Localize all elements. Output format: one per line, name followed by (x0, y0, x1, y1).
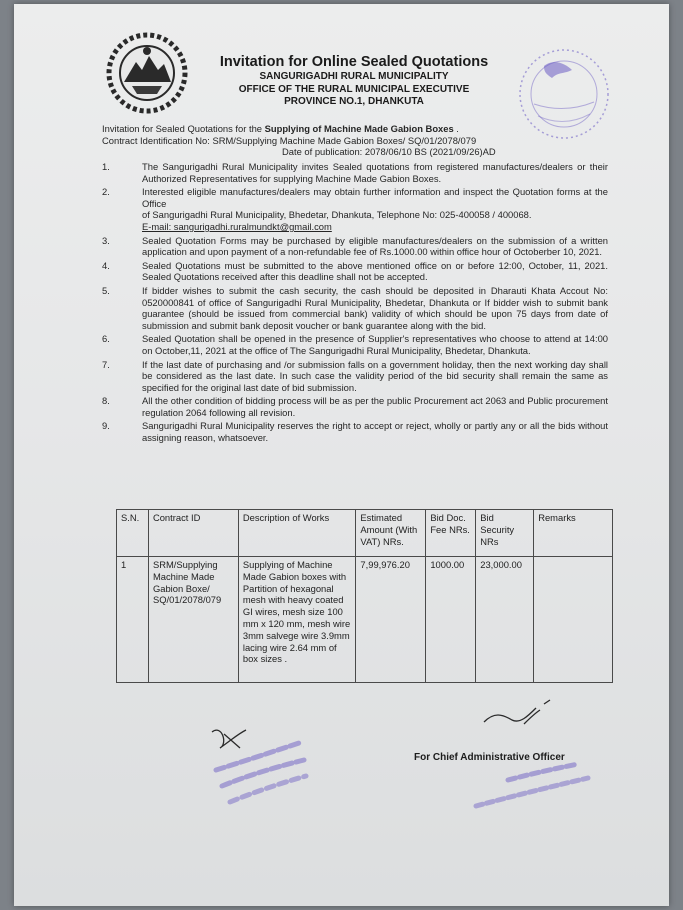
table-header-row (117, 510, 613, 557)
bid-table (116, 509, 613, 683)
header-bid-doc-fee: Bid Doc. Fee NRs. (426, 510, 476, 557)
publication-date: Date of publication: 2078/06/10 BS (2021/09/26)AD (282, 146, 496, 158)
list-item (98, 186, 608, 232)
letterhead (204, 54, 504, 109)
cell-sn: 1 (117, 557, 149, 683)
item-number: 1. (102, 161, 110, 172)
item-text: The Sangurigadhi Rural Municipality invites Sealed quotations from registered manufactures/dealers or their Authorized Representatives for supplying Machine Made Gabion Boxes. (142, 161, 608, 184)
item-text: Sealed Quotation shall be opened in the presence of Supplier's representatives who choose to attend at 14:00 on October,11, 2021 at the office of The Sangurigadhi Rural Municipality, Bhedetar, Dhankuta. (142, 333, 608, 356)
header-sn: S.N. (117, 510, 149, 557)
item-text: Sealed Quotation Forms may be purchased by eligible manufactures/dealers on the submission of a written application and upon payment of a non-refundable fee of Rs.1000.00 within office hour of Octoberber 10, 2021. (142, 234, 608, 258)
header-remarks: Remarks (534, 510, 613, 557)
header-estimated-amount: Estimated Amount (With VAT) NRs. (356, 510, 426, 557)
header-contract-id: Contract ID (148, 510, 238, 557)
email-link[interactable]: E-mail: sangurigadhi.ruralmundkt@gmail.com (142, 220, 332, 232)
item-number: 7. (102, 358, 110, 370)
invitation-line (102, 123, 602, 135)
item-text: Sealed Quotations must be submitted to the above mentioned office on or before 12:00, October, 11, 2021. Sealed Quotations received after this deadline shall not be accepted. (142, 259, 608, 283)
intro-block (102, 123, 602, 158)
list-item (98, 260, 608, 283)
list-item (98, 420, 608, 443)
item-text: If bidder wishes to submit the cash security, the cash should be deposited in Dharauti Khata Accout No: 0520000841 of office of Sangurigadhi Rural Municipality, Bhedetar, Dhankuta or If bidder wish to submit bank guarantee (should be issued from commercial bank) validity of which should be upon 75 days from date of submission and submit bank deposit voucher or bank guarantee along with the bid. (142, 284, 608, 331)
item-number: 4. (102, 259, 110, 271)
document-title: Invitation for Online Sealed Quotations (219, 54, 489, 70)
list-item (98, 333, 608, 356)
office-name: OFFICE OF THE RURAL MUNICIPAL EXECUTIVE (238, 83, 470, 95)
engineer-signature-stamp-icon (194, 714, 354, 814)
item-number: 3. (102, 234, 110, 246)
invitation-suffix: . (453, 123, 459, 134)
item-number: 6. (102, 333, 110, 345)
item-number: 5. (102, 284, 110, 296)
document-page (14, 4, 669, 906)
header-bid-security: Bid Security NRs (476, 510, 534, 557)
cell-bid-doc-fee: 1000.00 (426, 557, 476, 683)
cell-bid-security: 23,000.00 (476, 557, 534, 683)
municipality-name: SANGURIGADHI RURAL MUNICIPALITY (259, 71, 449, 82)
item-text: If the last date of purchasing and /or submission falls on a government holiday, then the next working day shall be considered as the last date. In such case the validity period of the bid security shall remain the same as specified for the original last date of bid submission. (142, 358, 608, 393)
item-text: Sangurigadhi Rural Municipality reserves the right to accept or reject, wholly or partly any or all the bids without assigning reason, whatsoever. (142, 420, 608, 444)
list-item (98, 161, 608, 184)
list-item (98, 285, 608, 331)
list-item (98, 235, 608, 258)
list-item (98, 395, 608, 418)
invitation-prefix: Invitation for Sealed Quotations for the (102, 123, 265, 134)
cell-description: Supplying of Machine Made Gabion boxes with Partition of hexagonal mesh with heavy coated GI wires, mesh size 100 mm x 120 mm, mesh wire 3mm salvege wire 3.9mm lacing wire 2.64 mm of box sizes . (238, 557, 356, 683)
item-number: 2. (102, 186, 110, 198)
officer-signature-icon (454, 694, 594, 744)
list-item (98, 359, 608, 394)
cell-estimated-amount: 7,99,976.20 (356, 557, 426, 683)
invitation-subject: Supplying of Machine Made Gabion Boxes (264, 123, 454, 134)
item-number: 9. (102, 420, 110, 432)
item-number: 8. (102, 395, 110, 407)
province-name: PROVINCE NO.1, DHANKUTA (284, 96, 424, 107)
officer-name-stamp-icon (458, 754, 598, 814)
terms-list (98, 161, 608, 446)
header-description: Description of Works (238, 510, 356, 557)
item-text: Interested eligible manufactures/dealers may obtain further information and inspect the Quotation forms at the Office of Sangurigadhi Rural Municipality, Bhedetar, Dhankuta, Telephone No: 025-400058 / 400068. E-mail: sangurigadhi.ruralmundkt@gmail.com (142, 186, 608, 232)
cell-contract-id: SRM/Supplying Machine Made Gabion Boxe/ SQ/01/2078/079 (148, 557, 238, 683)
contract-identification: Contract Identification No: SRM/Supplying Machine Made Gabion Boxes/ SQ/01/2078/079 (102, 134, 477, 146)
for-chief-officer-label: For Chief Administrative Officer (414, 752, 565, 763)
table-row (117, 557, 613, 683)
cell-remarks (534, 557, 613, 683)
municipality-emblem-icon (102, 30, 192, 116)
item-text: All the other condition of bidding process will be as per the public Procurement act 2063 and Public procurement regulation 2064 following all revision. (142, 395, 608, 418)
